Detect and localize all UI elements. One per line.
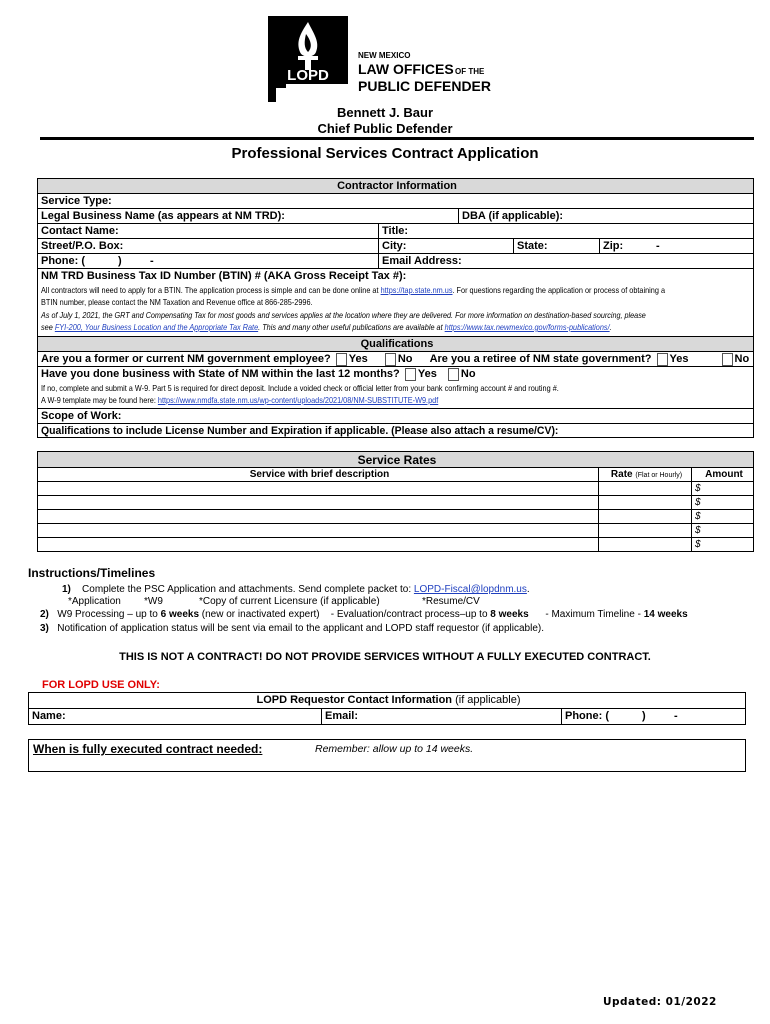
tap-link[interactable]: https://tap.state.nm.us [380,285,453,295]
service-rate-row[interactable] [38,482,753,496]
dba-field[interactable]: DBA (if applicable): [458,209,753,223]
amount-cell[interactable]: $ [691,482,753,495]
amount-cell[interactable]: $ [691,524,753,537]
instruction-item-1: 1) Complete the PSC Application and attachments. Send complete packet to: LOPD-Fiscal@lopdnm.us. [62,584,530,595]
form-title: Professional Services Contract Application [231,145,539,162]
w9-template-link[interactable]: https://www.nmdfa.state.nm.us/wp-content/uploads/2021/08/NM-SUBSTITUTE-W9.pdf [157,395,439,405]
lopd-use-only-label: FOR LOPD USE ONLY: [42,679,160,691]
requestor-info-section [28,692,746,725]
zip-field[interactable]: Zip: - [599,239,753,253]
org-line-2b: OF THE [455,67,485,76]
logo-lopd-text: LOPD [287,67,329,84]
fiscal-email-link[interactable]: LOPD-Fiscal@lopdnm.us [413,584,527,595]
former-employee-row: Are you a former or current NM government employee? Yes No Are you a retiree of NM state government? Yes No [38,352,753,367]
instructions-heading: Instructions/Timelines [28,566,156,580]
amount-cell[interactable]: $ [691,538,753,552]
instruction-item-3: 3) Notification of application status will be sent via email to the applicant and LOPD staff requestor (if applicable). [40,623,544,634]
former-employee-no-checkbox[interactable] [385,353,396,366]
email-field[interactable]: Email Address: [378,254,753,268]
qualifications-header: Qualifications [38,337,753,352]
chief-name: Bennett J. Baur [336,105,434,120]
fyi-200-link[interactable]: FYI-200, Your Business Location and the Appropriate Tax Rate [54,322,259,332]
service-rate-row[interactable] [38,538,753,552]
chief-title: Chief Public Defender [317,121,453,136]
not-a-contract-notice: THIS IS NOT A CONTRACT! DO NOT PROVIDE SERVICES WITHOUT A FULLY EXECUTED CONTRACT. [119,651,651,663]
service-rate-row[interactable] [38,524,753,538]
org-line-1: NEW MEXICO [358,51,411,60]
executed-needed-label: When is fully executed contract needed: [33,742,263,756]
col-service: Service with brief description [249,469,390,480]
col-rate: Rate (Flat or Hourly) [598,468,691,481]
org-line-3: PUBLIC DEFENDER [358,78,492,94]
service-rates-col-headers [38,468,753,482]
state-field[interactable]: State: [513,239,599,253]
amount-cell[interactable]: $ [691,496,753,509]
rate-cell[interactable] [598,496,691,509]
col-amount: Amount [691,468,753,481]
qualifications-license-field[interactable]: Qualifications to include License Number and Expiration if applicable. (Please also attach a resume/CV): [41,425,559,437]
torch-bowl [298,56,318,60]
lopd-logo [266,14,506,104]
scope-of-work-field[interactable]: Scope of Work: [38,409,753,424]
rate-cell[interactable] [598,538,691,552]
requestor-header: LOPD Requestor Contact Information (if applicable) [29,693,745,709]
business-12-no-checkbox[interactable] [448,368,459,381]
legal-name-field[interactable]: Legal Business Name (as appears at NM TRD): [41,210,285,222]
rate-cell[interactable] [598,524,691,537]
header-divider [40,137,754,140]
service-rate-row[interactable] [38,496,753,510]
service-rates-header: Service Rates [38,452,753,468]
reminder-text: Remember: allow up to 14 weeks. [315,743,474,755]
btin-field[interactable]: NM TRD Business Tax ID Number (BTIN) # (AKA Gross Receipt Tax #): [41,270,407,282]
service-rate-row[interactable] [38,510,753,524]
executed-contract-section[interactable] [28,739,746,772]
phone-field[interactable]: Phone: ( ) - [41,255,154,267]
btin-block: NM TRD Business Tax ID Number (BTIN) # (AKA Gross Receipt Tax #): All contractors will need to apply for a BTIN. The application process is simple and can be done online at https://tap.state.nm.us. For questions regarding the application or process of obtaining a BTIN number, please contact the NM Taxation and Revenue office at 866-285-2996. As of July 1, 2021, the GRT and Compensating Tax for most goods and services applies at the location where they are delivered. For more information on destination-based sourcing, please see FYI-200, Your Business Location and the Appropriate Tax Rate. This and many other useful publications are available at https://www.tax.newmexico.gov/forms-publications/. [38,269,753,337]
rate-cell[interactable] [598,510,691,523]
service-rates-table [37,451,754,552]
service-description-cell[interactable] [38,524,598,537]
retiree-no-checkbox[interactable] [722,353,733,366]
publications-link[interactable]: https://www.tax.newmexico.gov/forms-publications/ [444,322,610,332]
service-type-field[interactable]: Service Type: [38,194,753,209]
business-12-yes-checkbox[interactable] [405,368,416,381]
contractor-info-section [37,178,754,438]
contractor-info-header: Contractor Information [38,179,753,194]
former-employee-yes-checkbox[interactable] [336,353,347,366]
instruction-item-2: 2) W9 Processing – up to 6 weeks (new or inactivated expert) - Evaluation/contract process–up to 8 weeks - Maximum Timeline - 14 weeks [40,609,688,620]
service-description-cell[interactable] [38,510,598,523]
title-field[interactable]: Title: [378,224,753,238]
org-line-2: LAW OFFICES [358,61,454,77]
service-description-cell[interactable] [38,482,598,495]
service-description-cell[interactable] [38,496,598,509]
updated-date: Updated: 01/2022 [603,996,717,1008]
requestor-phone-field[interactable]: Phone: ( ) - [561,709,745,725]
rate-cell[interactable] [598,482,691,495]
street-field[interactable]: Street/P.O. Box: [41,240,124,252]
instruction-item-1-subitems: *Application *W9 *Copy of current Licensure (if applicable) *Resume/CV [68,596,480,607]
retiree-yes-checkbox[interactable] [657,353,668,366]
service-description-cell[interactable] [38,538,598,552]
city-field[interactable]: City: [378,239,513,253]
contact-name-field[interactable]: Contact Name: [41,225,119,237]
business-12-months-row: Have you done business with State of NM within the last 12 months? Yes No If no, complete and submit a W-9. Part 5 is required for direct deposit. Include a voided check or official letter from your bank confirming account # and routing #. A W-9 template may be found here: https://www.nmdfa.state.nm.us/wp-content/uploads/2021/08/NM-SUBSTITUTE-W9.pdf [38,367,753,409]
requestor-email-field[interactable]: Email: [321,709,561,725]
amount-cell[interactable]: $ [691,510,753,523]
requestor-name-field[interactable]: Name: [32,710,66,722]
